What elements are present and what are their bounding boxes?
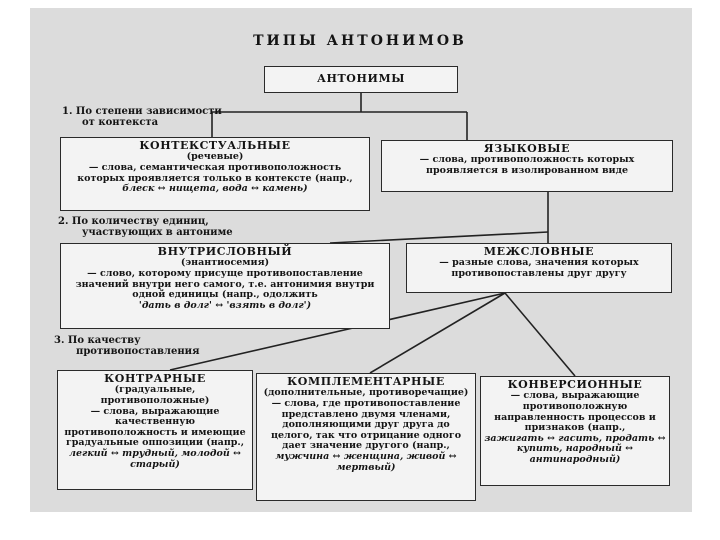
intraword-title: ВНУТРИСЛОВНЫЙ bbox=[157, 245, 293, 258]
connector-to-complementary bbox=[370, 293, 505, 373]
interword-title: МЕЖСЛОВНЫЕ bbox=[483, 245, 595, 258]
linguistic-title: ЯЗЫКОВЫЕ bbox=[483, 142, 571, 155]
page-title: ТИПЫ АНТОНИМОВ bbox=[253, 33, 467, 49]
conversive-example: зажигать ↔ гасить, продать ↔ купить, народный ↔ антинародный) bbox=[484, 432, 666, 466]
criterion-1-line1: 1. По степени зависимости bbox=[62, 106, 222, 117]
complementary-description: — слова, где противопоставление представлено двумя членами, дополняющими друг друга до целого, так что отрицание одного дает значение другого (напр., bbox=[270, 397, 462, 452]
contrary-description: — слова, выражающие качественную противоположность и имеющие градуальные оппозиции (напр., bbox=[64, 405, 246, 449]
box-linguistic bbox=[381, 140, 673, 192]
complementary-title: КОМПЛЕМЕНТАРНЫЕ bbox=[287, 375, 445, 388]
criterion-3-line1: 3. По качеству bbox=[54, 335, 141, 346]
linguistic-description: — слова, противоположность которых проявляется в изолированном виде bbox=[419, 154, 635, 176]
contrary-title: КОНТРАРНЫЕ bbox=[104, 372, 206, 385]
connector-to-conversive bbox=[505, 293, 575, 376]
intraword-example: 'дать в долг' ↔ 'взять в долг') bbox=[138, 299, 312, 311]
complementary-subtitle: (дополнительные, противоречащие) bbox=[263, 387, 469, 399]
contrary-subtitle: (градуальные, противоположные) bbox=[100, 384, 210, 406]
box-contextual bbox=[60, 137, 370, 211]
connector-to-intraword bbox=[330, 232, 548, 243]
root-label: АНТОНИМЫ bbox=[316, 72, 406, 85]
criterion-3-label bbox=[54, 335, 199, 357]
conversive-description: — слова, выражающие противоположную направленность процессов и признаков (напр., bbox=[494, 390, 656, 434]
intraword-description: — слово, которому присуще противопоставление значений внутри него самого, т.е. антонимия внутри одной единицы (напр., одолжить bbox=[75, 267, 375, 301]
criterion-2-line1: 2. По количеству единиц, bbox=[58, 216, 209, 227]
complementary-example: мужчина ↔ женщина, живой ↔ мертвый) bbox=[275, 451, 457, 473]
criterion-3-line2: противопоставления bbox=[76, 346, 200, 358]
criterion-2-label bbox=[58, 216, 233, 238]
criterion-1-label bbox=[62, 106, 222, 128]
contrary-example: легкий ↔ трудный, молодой ↔ старый) bbox=[68, 448, 242, 470]
conversive-title: КОНВЕРСИОННЫЕ bbox=[507, 378, 643, 391]
box-conversive bbox=[480, 376, 670, 486]
box-contrary bbox=[57, 370, 253, 490]
criterion-1-line2: от контекста bbox=[82, 117, 159, 129]
contextual-subtitle: (речевые) bbox=[186, 151, 244, 163]
interword-description: — разные слова, значения которых противопоставлены друг другу bbox=[439, 257, 639, 279]
contextual-title: КОНТЕКСТУАЛЬНЫЕ bbox=[139, 139, 291, 152]
box-interword bbox=[406, 243, 672, 293]
contextual-example: блеск ↔ нищета, вода ↔ камень) bbox=[122, 183, 308, 195]
intraword-subtitle: (энантиосемия) bbox=[180, 257, 270, 269]
box-complementary bbox=[256, 373, 476, 501]
box-intraword bbox=[60, 243, 390, 329]
contextual-description: — слова, семантическая противоположность которых проявляется только в контексте (напр., bbox=[77, 161, 353, 184]
root-box-antonyms bbox=[264, 66, 458, 93]
criterion-2-line2: участвующих в антониме bbox=[82, 227, 233, 239]
